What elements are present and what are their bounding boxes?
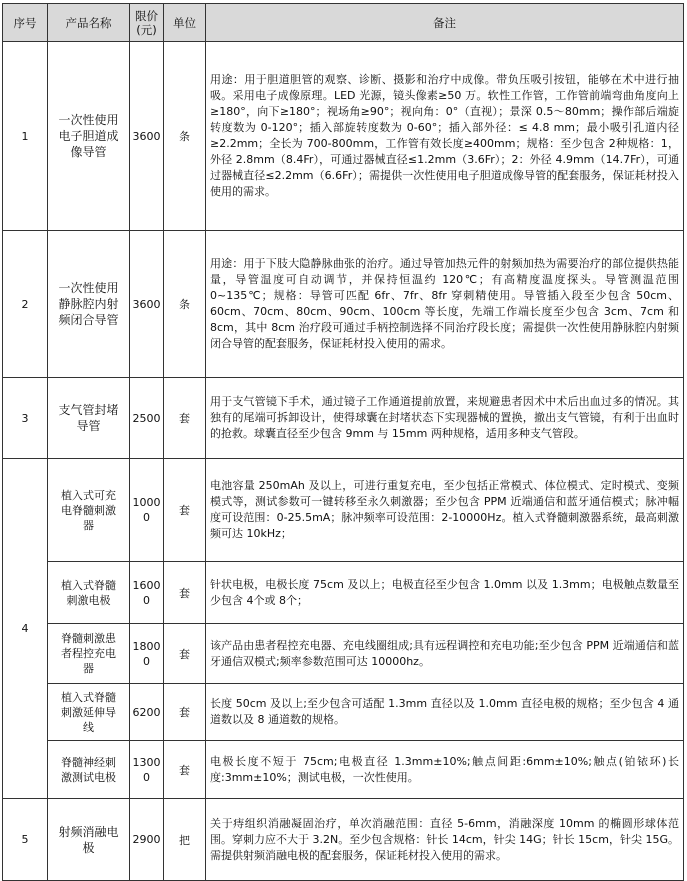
unit: 套 <box>164 624 206 684</box>
product-name: 植入式脊髓刺激延伸导线 <box>48 684 130 741</box>
row-seq: 1 <box>3 42 48 231</box>
product-name: 一次性使用静脉腔内射频闭合导管 <box>48 231 130 378</box>
row-seq: 2 <box>3 231 48 378</box>
table-row <box>3 684 684 741</box>
price-limit: 6200 <box>130 684 164 741</box>
remark: 用途：用于胆道胆管的观察、诊断、摄影和治疗中成像。带负压吸引按钮，能够在术中进行抽吸。采用电子成像原理。LED 光源，镜头像素≥50 万。软性工作管，工作管前端弯曲角度向上≥180°，向下≥180°；视场角≥90°；视向角：0°（直视）；景深 0.5～80mm；操作部后端旋转度数为 0-120°；插入部旋转度数为 0-60°；插入部外径：≤ 4.8 mm；最小吸引孔道内径≥2.2mm；全长为 700-800mm，工作管有效长度≥400mm；规格：至少包含 2种规格：1，外径 2.8mm（8.4Fr），可通过器械直径≤1.2mm（3.6Fr）；2：外径 4.9mm（14.7Fr），可通过器械直径≤2.2mm（6.6Fr）；需提供一次性使用电子胆道成像导管的配套服务，保证耗材投入使用的需求。 <box>206 42 684 231</box>
header-name: 产品名称 <box>48 4 130 42</box>
remark: 用于支气管镜下手术，通过镜子工作通道提前放置，来规避患者因术中术后出血过多的情况。其独有的尾端可拆卸设计，使得球囊在封堵状态下实现器械的置换，撤出支气管镜，有利于出血时的抢救。球囊直径至少包含 9mm 与 15mm 两种规格，适用多种支气管段。 <box>206 378 684 459</box>
price-limit: 16000 <box>130 562 164 624</box>
remark: 长度 50cm 及以上;至少包含可适配 1.3mm 直径以及 1.0mm 直径电极的规格；至少包含 4 通道数以及 8 通道数的规格。 <box>206 684 684 741</box>
row-seq: 4 <box>3 459 48 799</box>
header-unit: 单位 <box>164 4 206 42</box>
remark: 用途：用于下肢大隐静脉曲张的治疗。通过导管加热元件的射频加热为需要治疗的部位提供热能量，导管温度可自动调节，并保持恒温约 120℃；有高精度温度探头。导管测温范围 0~135℃；规格：导管可匹配 6fr、7fr、8fr 穿刺精使用。导管插入段至少包含 50cm、60cm、70cm、80cm、90cm、100cm 等长度，先端工作端长度至少包含 3cm、7cm 和 8cm，其中 8cm 治疗段可通过手柄控制选择不同治疗段长度；需提供一次性使用静脉腔内射频闭合导管的配套服务，保证耗材投入使用的需求。 <box>206 231 684 378</box>
table-row <box>3 562 684 624</box>
table-row <box>3 42 684 231</box>
unit: 套 <box>164 378 206 459</box>
remark: 关于痔组织消融凝固治疗，单次消融范围：直径 5-6mm，消融深度 10mm 的椭圆形球体范围。穿刺力应不大于 3.2N。至少包含规格：针长 14cm，针尖 14G；针长 15cm，针尖 15G。需提供射频消融电极的配套服务，保证耗材投入使用的需求。 <box>206 799 684 881</box>
remark: 电池容量 250mAh 及以上，可进行重复充电，至少包括正常模式、体位模式、定时模式、变频模式等，测试参数可一键转移至永久刺激器；至少包含 PPM 近端通信和蓝牙通信模式；脉冲幅度可设范围：0-25.5mA；脉冲频率可设范围：2-10000Hz。植入式脊髓刺激器系统，最高刺激频可达 10kHz； <box>206 459 684 562</box>
remark: 电极长度不短于 75cm;电极直径 1.3mm±10%;触点间距:6mm±10%;触点(铂铱环)长度:3mm±10%；测试电极，一次性使用。 <box>206 741 684 799</box>
price-limit: 18000 <box>130 624 164 684</box>
table-row <box>3 459 684 562</box>
row-seq: 3 <box>3 378 48 459</box>
remark: 该产品由患者程控充电器、充电线圈组成;具有远程调控和充电功能;至少包含 PPM 近端通信和蓝牙通信双模式;频率参数范围可达 10000hz。 <box>206 624 684 684</box>
unit: 套 <box>164 459 206 562</box>
price-limit: 13000 <box>130 741 164 799</box>
product-name: 脊髓刺激患者程控充电器 <box>48 624 130 684</box>
header-row <box>3 4 684 42</box>
table-row <box>3 624 684 684</box>
unit: 套 <box>164 562 206 624</box>
unit: 条 <box>164 42 206 231</box>
product-name: 一次性使用电子胆道成像导管 <box>48 42 130 231</box>
price-limit: 10000 <box>130 459 164 562</box>
table-row <box>3 231 684 378</box>
price-limit: 2500 <box>130 378 164 459</box>
unit: 套 <box>164 741 206 799</box>
table-row <box>3 378 684 459</box>
header-seq: 序号 <box>3 4 48 42</box>
product-price-table <box>2 3 684 881</box>
product-name: 植入式可充电脊髓刺激器 <box>48 459 130 562</box>
remark: 针状电极，电极长度 75cm 及以上；电极直径至少包含 1.0mm 以及 1.3mm；电极触点数量至少包含 4个或 8个； <box>206 562 684 624</box>
unit: 把 <box>164 799 206 881</box>
price-limit: 3600 <box>130 42 164 231</box>
price-limit: 2900 <box>130 799 164 881</box>
unit: 条 <box>164 231 206 378</box>
unit: 套 <box>164 684 206 741</box>
header-price: 限价(元) <box>130 4 164 42</box>
header-note: 备注 <box>206 4 684 42</box>
product-name: 植入式脊髓刺激电极 <box>48 562 130 624</box>
row-seq: 5 <box>3 799 48 881</box>
product-name: 脊髓神经刺激测试电极 <box>48 741 130 799</box>
product-name: 支气管封堵导管 <box>48 378 130 459</box>
table-row <box>3 799 684 881</box>
product-name: 射频消融电极 <box>48 799 130 881</box>
table-row <box>3 741 684 799</box>
price-limit: 3600 <box>130 231 164 378</box>
